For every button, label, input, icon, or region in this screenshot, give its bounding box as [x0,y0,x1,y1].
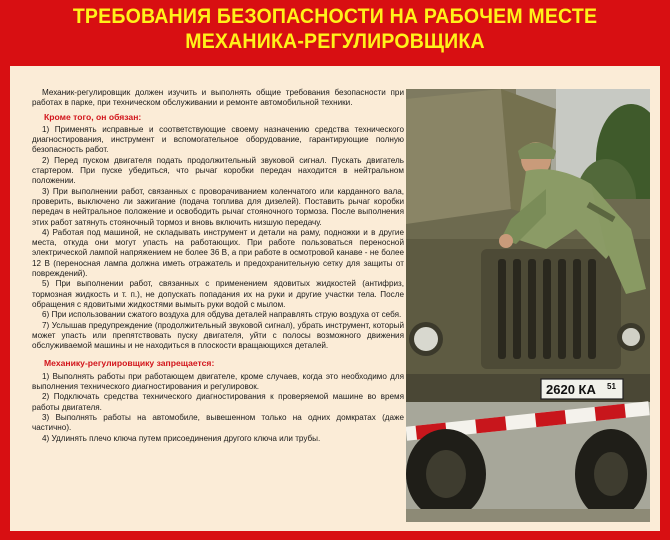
instructions-text [32,88,404,444]
obligation-item: 3) При выполнении работ, связанных с проворачиванием коленчатого или карданного вала, проверить, выключено ли зажигание (подача топлива для дизелей). Поставить рычаг коробки передач в нейтральное положение и освободить рычаг стояночного тормоза. После выполнения этих работ затянуть стояночный тормоз и вновь включить низшую передачу. [32,186,404,227]
obligation-item: 6) При использовании сжатого воздуха для обдува деталей направлять струю воздуха от себя. [42,310,402,320]
title-line-1: ТРЕБОВАНИЯ БЕЗОПАСНОСТИ НА РАБОЧЕМ МЕСТЕ [72,5,598,28]
obligation-item: 4) Работая под машиной, не складывать инструмент и детали на раму, подножки и в другие места, откуда они могут упасть на работающих. При работе пользоваться переносной электрической лампой напряжением не более 36 В, а при работе в осмотровой канаве - не более 12 В (переносная лампа должна иметь отражатель и предохранительную сетку для защиты от повреждений). [32,227,404,279]
intro-paragraph: Механик-регулировщик должен изучить и выполнять общие требования безопасности при работах в парке, при техническом обслуживании и ремонте автомобильной техники. [32,88,404,108]
prohibition-item: 2) Подключать средства технического диагностирования к проверяемой машине во время работы двигателя. [32,392,404,412]
photo-illustration [406,89,650,522]
prohibition-item: 1) Выполнять работы при работающем двигателе, кроме случаев, когда это необходимо для выполнения технического диагностирования и регулировок. [32,371,404,392]
prohibition-item: 4) Удлинять плечо ключа путем присоединения другого ключа или трубы. [42,433,321,443]
content-panel [10,66,660,531]
plate-region: 51 [607,382,616,391]
poster-title [23,4,646,54]
obligation-item: 1) Применять исправные и соответствующие своему назначению средства технического диагностирования, инструмент и вспомогательное оборудование, гарантирующие полную безопасность работ. [32,124,404,155]
obligation-item: 7) Услышав предупреждение (продолжительный звуковой сигнал), убрать инструмент, который может упасть или препятствовать пуску двигателя, уйти с полосы возможного движения обслуживаемой машины и не находиться в плоскости вращающихся деталей. [32,320,404,351]
title-line-2: МЕХАНИКА-РЕГУЛИРОВЩИКА [185,30,485,53]
obligation-item: 2) Перед пуском двигателя подать продолжительный звуковой сигнал. Пускать двигатель стартером. При пуске убедиться, что рычаг коробки передач находится в нейтральном положении. [32,155,404,186]
prohibition-item: 3) Выполнять работы на автомобиле, вывешенном только на одних домкратах (даже частично). [32,412,404,433]
truck-maintenance-photo [406,89,650,522]
obligation-item: 5) При выполнении работ, связанных с применением ядовитых жидкостей (антифриз, тормозная жидкость и т. п.), не допускать попадания их на руки и другие участки тела. После обращения с ядовитыми жидкостями вымыть руки водой с мылом. [32,279,404,309]
prohibitions-heading: Механику-регулировщику запрещается: [44,358,215,369]
plate-number: 2620 КА [546,382,596,397]
obligations-heading: Кроме того, он обязан: [44,111,142,122]
